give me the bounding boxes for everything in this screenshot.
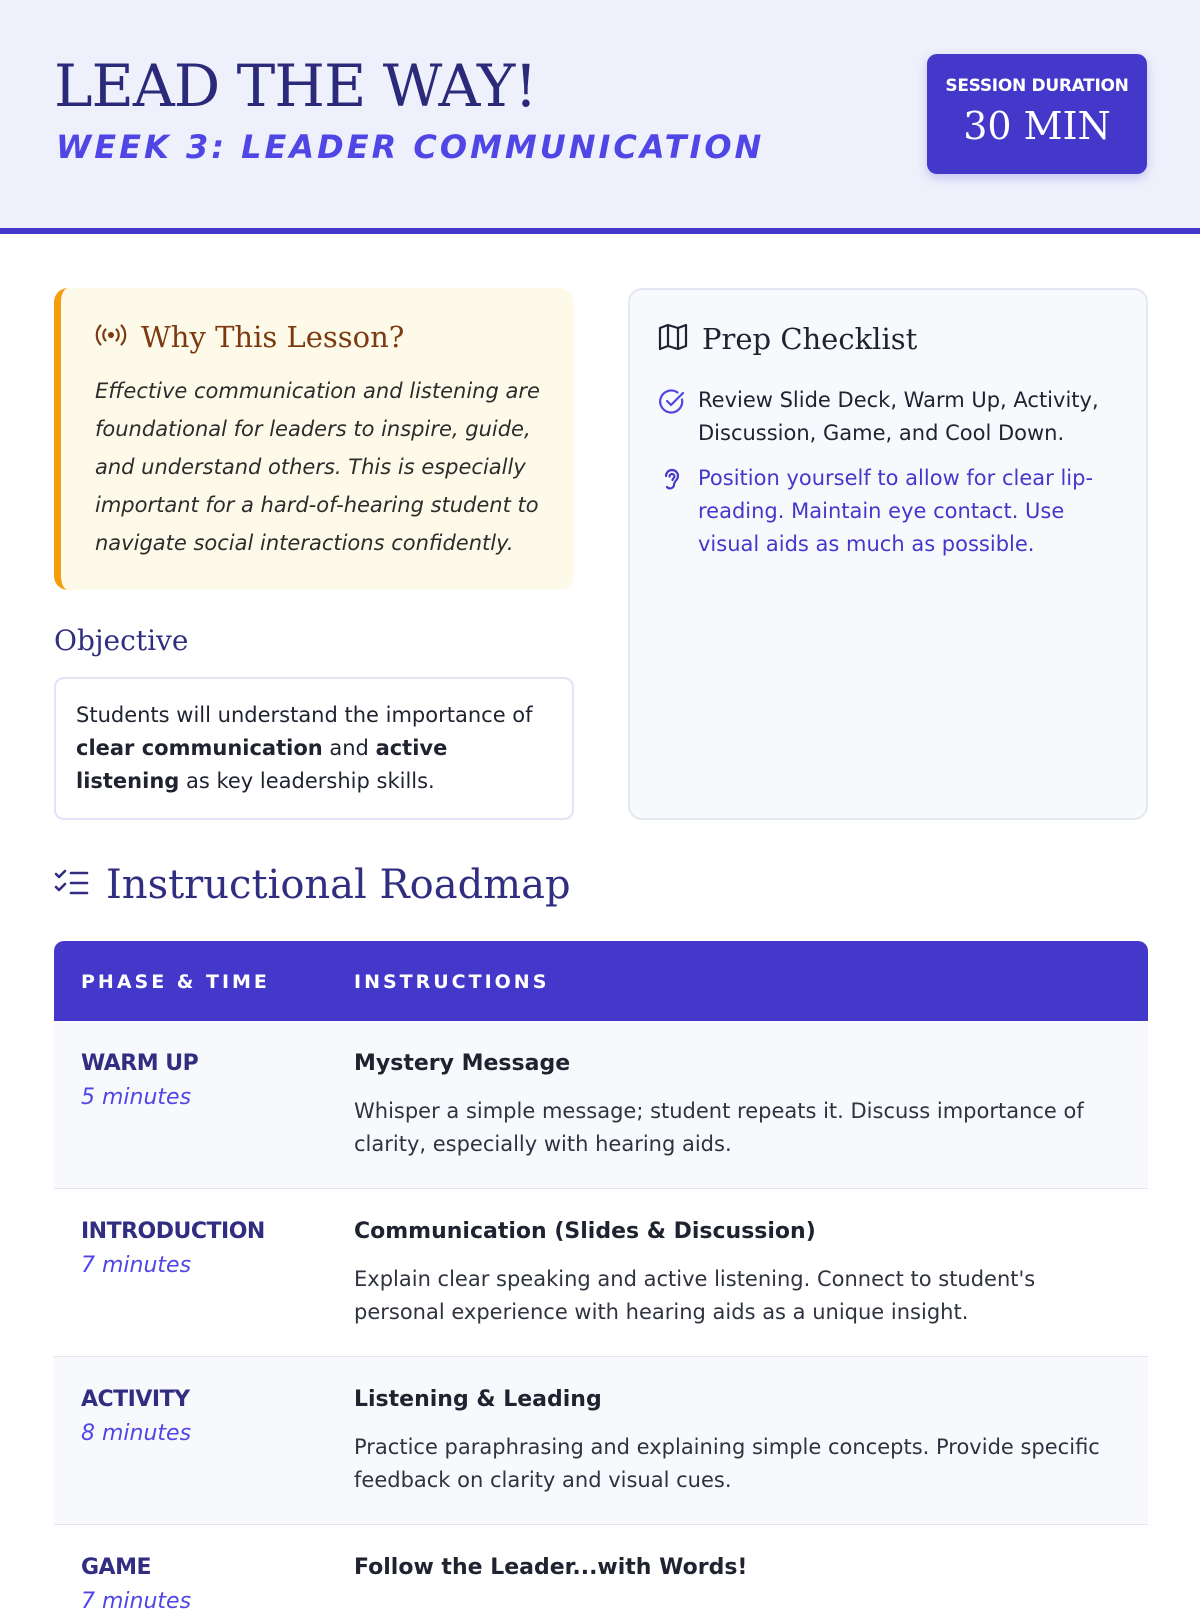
page-title: LEAD THE WAY! <box>54 52 537 120</box>
objective-bold-active-listening: active listening <box>76 736 448 793</box>
objective-text <box>76 699 556 798</box>
ear-icon <box>658 466 686 561</box>
row-instruction-title: Follow the Leader...with Words! <box>354 1555 748 1580</box>
map-icon <box>658 323 688 355</box>
table-row <box>54 1525 1148 1614</box>
table-row <box>54 1357 1148 1525</box>
why-title: Why This Lesson? <box>141 320 405 354</box>
session-duration-badge <box>927 54 1147 174</box>
list-checks-icon <box>54 867 90 903</box>
row-phase: INTRODUCTION <box>81 1219 265 1244</box>
table-row <box>54 1021 1148 1189</box>
row-phase: GAME <box>81 1555 152 1580</box>
objective-text-part: and <box>322 736 376 760</box>
row-instruction-text: Whisper a simple message; student repeats it. Discuss importance of clarity, especially with hearing aids. <box>354 1099 1084 1156</box>
row-phase: ACTIVITY <box>81 1387 190 1412</box>
why-header <box>95 320 404 354</box>
row-instruction-title: Listening & Leading <box>354 1387 602 1412</box>
row-instruction-title: Mystery Message <box>354 1051 571 1076</box>
broadcast-icon <box>95 323 127 351</box>
row-time: 7 minutes <box>81 1589 192 1614</box>
objective-bold-clear-communication: clear communication <box>76 736 323 760</box>
prep-item <box>658 462 1128 561</box>
objective-text-part: as key leadership skills. <box>179 769 435 793</box>
objective-box <box>54 677 574 820</box>
duration-label: SESSION DURATION <box>945 76 1129 96</box>
row-time: 7 minutes <box>81 1253 192 1278</box>
page-header <box>0 0 1200 234</box>
prep-item-text: Position yourself to allow for clear lip-reading. Maintain eye contact. Use visual aids as much as possible. <box>698 466 1094 556</box>
prep-item <box>658 384 1128 450</box>
row-time: 5 minutes <box>81 1085 192 1110</box>
why-body: Effective communication and listening are foundational for leaders to inspire, guide, and understand others. This is especially important for a hard-of-hearing student to navigate social interactions confidently. <box>95 379 540 555</box>
row-instruction-text: Explain clear speaking and active listening. Connect to student's personal experience with hearing aids as a unique insight. <box>354 1267 1036 1324</box>
prep-title: Prep Checklist <box>702 322 918 356</box>
duration-value: 30 MIN <box>963 104 1111 148</box>
column-header-instructions: INSTRUCTIONS <box>354 971 550 993</box>
roadmap-title: Instructional Roadmap <box>106 862 571 908</box>
objective-title: Objective <box>54 624 189 657</box>
objective-text-part: Students will understand the importance of <box>76 703 533 727</box>
column-header-phase: PHASE & TIME <box>81 971 270 993</box>
roadmap-table-header <box>54 941 1148 1021</box>
table-row <box>54 1189 1148 1357</box>
row-instruction-text: Practice paraphrasing and explaining simple concepts. Provide specific feedback on clarity and visual cues. <box>354 1435 1100 1492</box>
check-circle-icon <box>658 388 686 450</box>
prep-item-text: Review Slide Deck, Warm Up, Activity, Discussion, Game, and Cool Down. <box>698 388 1099 445</box>
row-phase: WARM UP <box>81 1051 199 1076</box>
prep-checklist-card <box>628 288 1148 820</box>
row-instruction-title: Communication (Slides & Discussion) <box>354 1219 816 1244</box>
page-subtitle: WEEK 3: LEADER COMMUNICATION <box>56 128 765 166</box>
prep-header <box>658 322 917 356</box>
row-time: 8 minutes <box>81 1421 192 1446</box>
roadmap-header <box>54 862 571 908</box>
why-this-lesson-card <box>54 288 574 590</box>
